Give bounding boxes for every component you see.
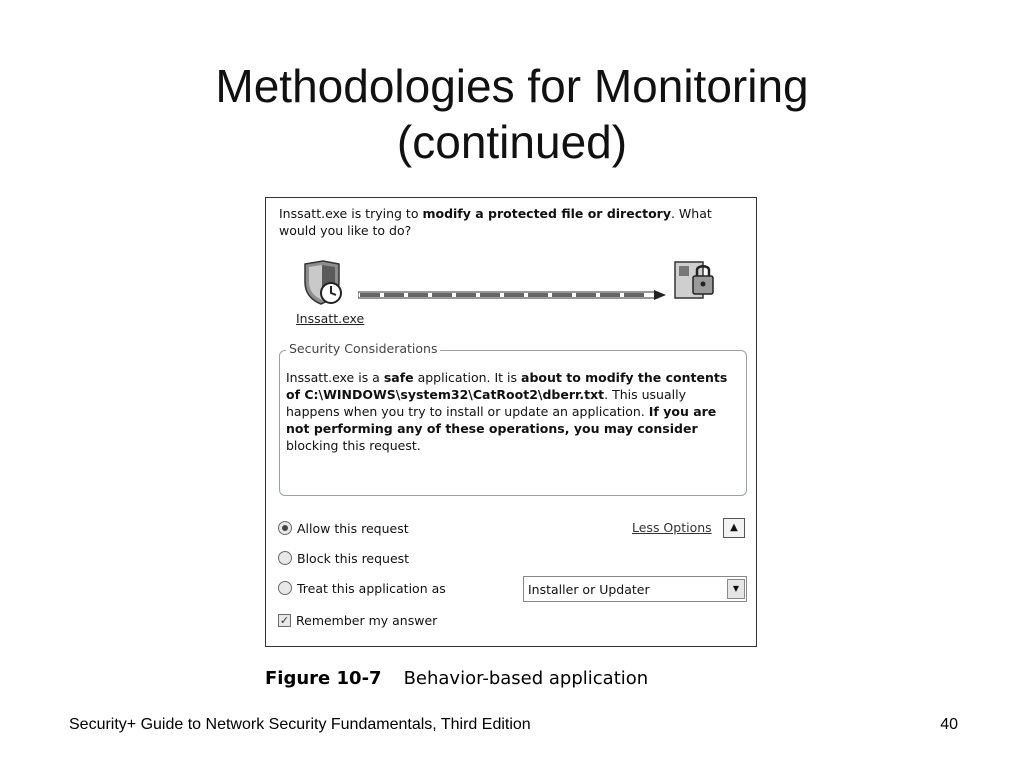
remember-option[interactable] <box>278 610 437 630</box>
figure-caption <box>265 668 648 689</box>
block-radio[interactable] <box>278 551 292 565</box>
slide-title-line2: (continued) <box>396 116 628 168</box>
application-type-select[interactable] <box>523 576 747 602</box>
allow-label: Allow this request <box>297 520 409 536</box>
remember-label: Remember my answer <box>296 612 438 628</box>
intro-text: Inssatt.exe is trying to <box>279 206 423 221</box>
treat-option[interactable] <box>278 578 446 598</box>
body-text: blocking this request. <box>286 438 421 453</box>
footer-page-number: 40 <box>940 716 958 733</box>
figure-number: Figure 10-7 <box>265 668 382 689</box>
treat-radio[interactable] <box>278 581 292 595</box>
body-text: . This usually happens when you try to install or update an application. <box>286 387 686 419</box>
allow-radio[interactable] <box>278 521 292 535</box>
figure-text: Behavior-based application <box>403 668 649 689</box>
block-label: Block this request <box>297 550 410 566</box>
chevron-down-icon[interactable]: ▼ <box>727 579 745 599</box>
remember-checkbox[interactable]: ✓ <box>279 613 290 627</box>
locked-file-icon <box>671 260 719 304</box>
shield-clock-icon <box>299 260 345 306</box>
footer-book-title: Security+ Guide to Network Security Fundamentals, Third Edition <box>69 716 531 733</box>
chevron-up-icon: ▲ <box>730 522 738 533</box>
body-text: application. It is <box>413 370 522 385</box>
group-title: Security Considerations <box>286 341 440 356</box>
body-bold: If you are not performing any of these operations, you may consider <box>286 404 717 436</box>
less-options-link[interactable]: Less Options <box>632 520 712 535</box>
security-considerations-group <box>279 341 747 496</box>
intro-text-end: . What would you like to do? <box>279 206 712 238</box>
allow-option[interactable] <box>278 518 409 538</box>
intro-bold: modify a protected file or directory <box>422 206 671 221</box>
select-value: Installer or Updater <box>528 582 650 597</box>
body-text: Inssatt.exe is a <box>286 370 384 385</box>
slide-title-line1: Methodologies for Monitoring <box>215 60 809 112</box>
slide-title <box>0 58 1024 170</box>
source-app-link[interactable]: Inssatt.exe <box>296 311 365 326</box>
security-considerations-text <box>286 369 742 454</box>
security-alert-dialog <box>265 197 757 647</box>
block-option[interactable] <box>278 548 409 568</box>
collapse-options-button[interactable] <box>723 518 745 538</box>
progress-arrow <box>358 290 666 300</box>
treat-label: Treat this application as <box>297 580 446 596</box>
body-bold: about to modify the contents of C:\WINDOWS\system32\CatRoot2\dberr.txt <box>286 370 728 402</box>
dialog-intro <box>279 205 739 239</box>
body-bold: safe <box>383 370 414 385</box>
